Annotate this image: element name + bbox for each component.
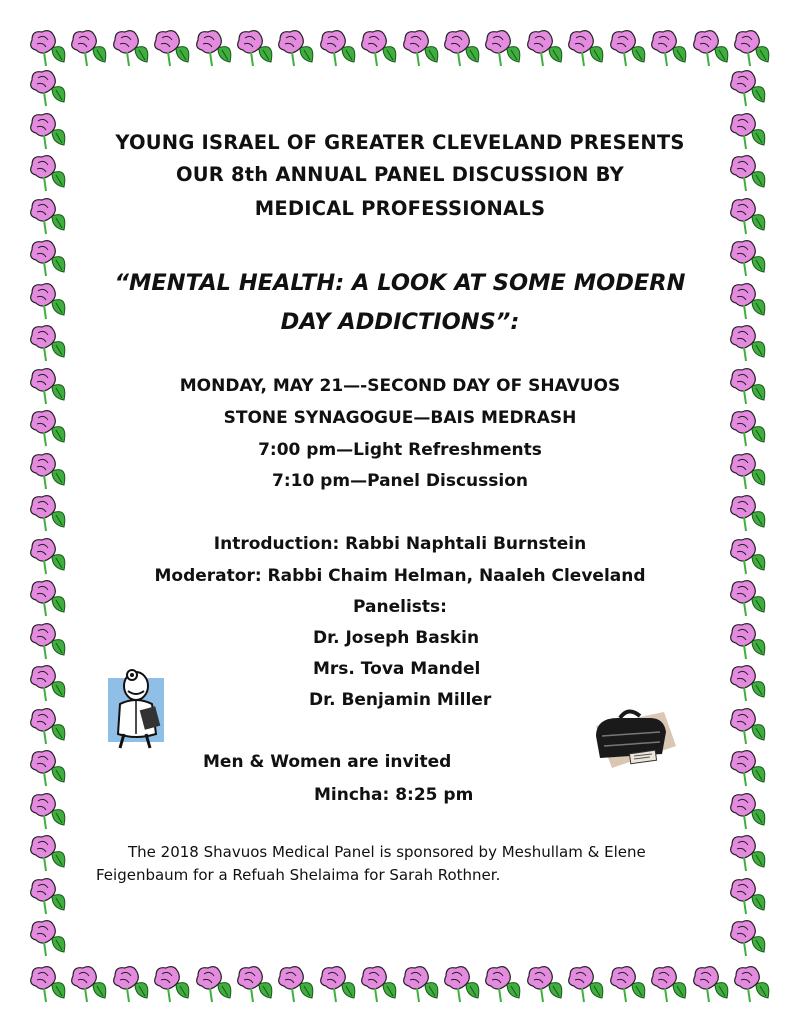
rose-icon <box>28 493 68 533</box>
rose-icon <box>525 964 565 1004</box>
rose-icon <box>728 238 768 278</box>
medical-bag-icon <box>590 706 678 776</box>
introduction: Introduction: Rabbi Naphtali Burnstein <box>213 534 587 554</box>
panelist-1: Dr. Joseph Baskin <box>313 628 480 648</box>
rose-icon <box>442 964 482 1004</box>
rose-icon <box>28 621 68 661</box>
rose-icon <box>728 323 768 363</box>
rose-icon <box>525 28 565 68</box>
rose-icon <box>608 28 648 68</box>
rose-icon <box>69 964 109 1004</box>
rose-icon <box>359 964 399 1004</box>
rose-icon <box>728 153 768 193</box>
rose-icon <box>728 493 768 533</box>
rose-icon <box>318 964 358 1004</box>
rose-icon <box>566 964 606 1004</box>
rose-icon <box>276 964 316 1004</box>
rose-icon <box>483 28 523 68</box>
rose-icon <box>28 281 68 321</box>
rose-icon <box>28 663 68 703</box>
rose-icon <box>28 578 68 618</box>
rose-icon <box>28 791 68 831</box>
rose-icon <box>28 536 68 576</box>
panelists-label: Panelists: <box>353 597 447 617</box>
rose-icon <box>728 366 768 406</box>
rose-icon <box>728 748 768 788</box>
rose-icon <box>28 323 68 363</box>
rose-icon <box>235 28 275 68</box>
mincha-time: Mincha: 8:25 pm <box>314 785 474 805</box>
rose-icon <box>732 28 772 68</box>
event-location: STONE SYNAGOGUE—BAIS MEDRASH <box>223 408 577 428</box>
rose-icon <box>728 621 768 661</box>
rose-icon <box>28 238 68 278</box>
rose-icon <box>111 964 151 1004</box>
rose-icon <box>649 964 689 1004</box>
rose-icon <box>28 918 68 958</box>
rose-icon <box>69 28 109 68</box>
rose-icon <box>235 964 275 1004</box>
event-date: MONDAY, MAY 21—-SECOND DAY OF SHAVUOS <box>179 376 621 396</box>
border-top <box>28 28 772 68</box>
panelist-2: Mrs. Tova Mandel <box>313 659 481 679</box>
rose-icon <box>728 451 768 491</box>
event-title-line-2: DAY ADDICTIONS”: <box>280 309 520 335</box>
panelist-3: Dr. Benjamin Miller <box>309 690 492 710</box>
rose-icon <box>111 28 151 68</box>
doctor-icon <box>106 664 168 754</box>
rose-icon <box>691 28 731 68</box>
header-line-2: OUR 8th ANNUAL PANEL DISCUSSION BY <box>176 163 624 186</box>
rose-icon <box>691 964 731 1004</box>
invitation-text: Men & Women are invited <box>203 752 452 772</box>
rose-icon <box>728 281 768 321</box>
rose-icon <box>28 964 68 1004</box>
rose-icon <box>28 876 68 916</box>
rose-icon <box>28 28 68 68</box>
rose-icon <box>728 111 768 151</box>
border-left <box>28 68 72 958</box>
rose-icon <box>566 28 606 68</box>
rose-icon <box>608 964 648 1004</box>
event-title-line-1: “MENTAL HEALTH: A LOOK AT SOME MODERN <box>114 270 686 296</box>
rose-icon <box>318 28 358 68</box>
rose-icon <box>401 28 441 68</box>
rose-icon <box>728 791 768 831</box>
rose-icon <box>728 876 768 916</box>
rose-icon <box>28 196 68 236</box>
rose-icon <box>728 663 768 703</box>
rose-icon <box>28 408 68 448</box>
rose-icon <box>194 964 234 1004</box>
rose-icon <box>276 28 316 68</box>
rose-icon <box>728 833 768 873</box>
rose-icon <box>28 68 68 108</box>
rose-icon <box>28 366 68 406</box>
rose-icon <box>28 706 68 746</box>
border-bottom <box>28 964 772 1004</box>
rose-icon <box>483 964 523 1004</box>
header-line-1: YOUNG ISRAEL OF GREATER CLEVELAND PRESENTS <box>115 131 685 154</box>
rose-icon <box>28 748 68 788</box>
rose-icon <box>152 964 192 1004</box>
rose-icon <box>28 451 68 491</box>
rose-icon <box>728 918 768 958</box>
sponsor-line-1: The 2018 Shavuos Medical Panel is sponsored by Meshullam & Elene <box>128 843 646 861</box>
rose-icon <box>728 578 768 618</box>
discussion-time: 7:10 pm—Panel Discussion <box>271 471 529 491</box>
rose-icon <box>732 964 772 1004</box>
rose-icon <box>152 28 192 68</box>
rose-icon <box>728 196 768 236</box>
rose-icon <box>728 68 768 108</box>
rose-icon <box>728 536 768 576</box>
rose-icon <box>401 964 441 1004</box>
rose-icon <box>359 28 399 68</box>
refreshments-time: 7:00 pm—Light Refreshments <box>258 440 542 460</box>
header-line-3: MEDICAL PROFESSIONALS <box>254 197 546 220</box>
rose-icon <box>728 408 768 448</box>
rose-icon <box>28 153 68 193</box>
sponsor-line-2: Feigenbaum for a Refuah Shelaima for Sarah Rothner. <box>96 866 501 884</box>
rose-icon <box>194 28 234 68</box>
rose-icon <box>728 706 768 746</box>
moderator: Moderator: Rabbi Chaim Helman, Naaleh Cleveland <box>154 566 646 586</box>
rose-icon <box>442 28 482 68</box>
rose-icon <box>28 833 68 873</box>
rose-icon <box>28 111 68 151</box>
border-right <box>728 68 772 958</box>
rose-icon <box>649 28 689 68</box>
